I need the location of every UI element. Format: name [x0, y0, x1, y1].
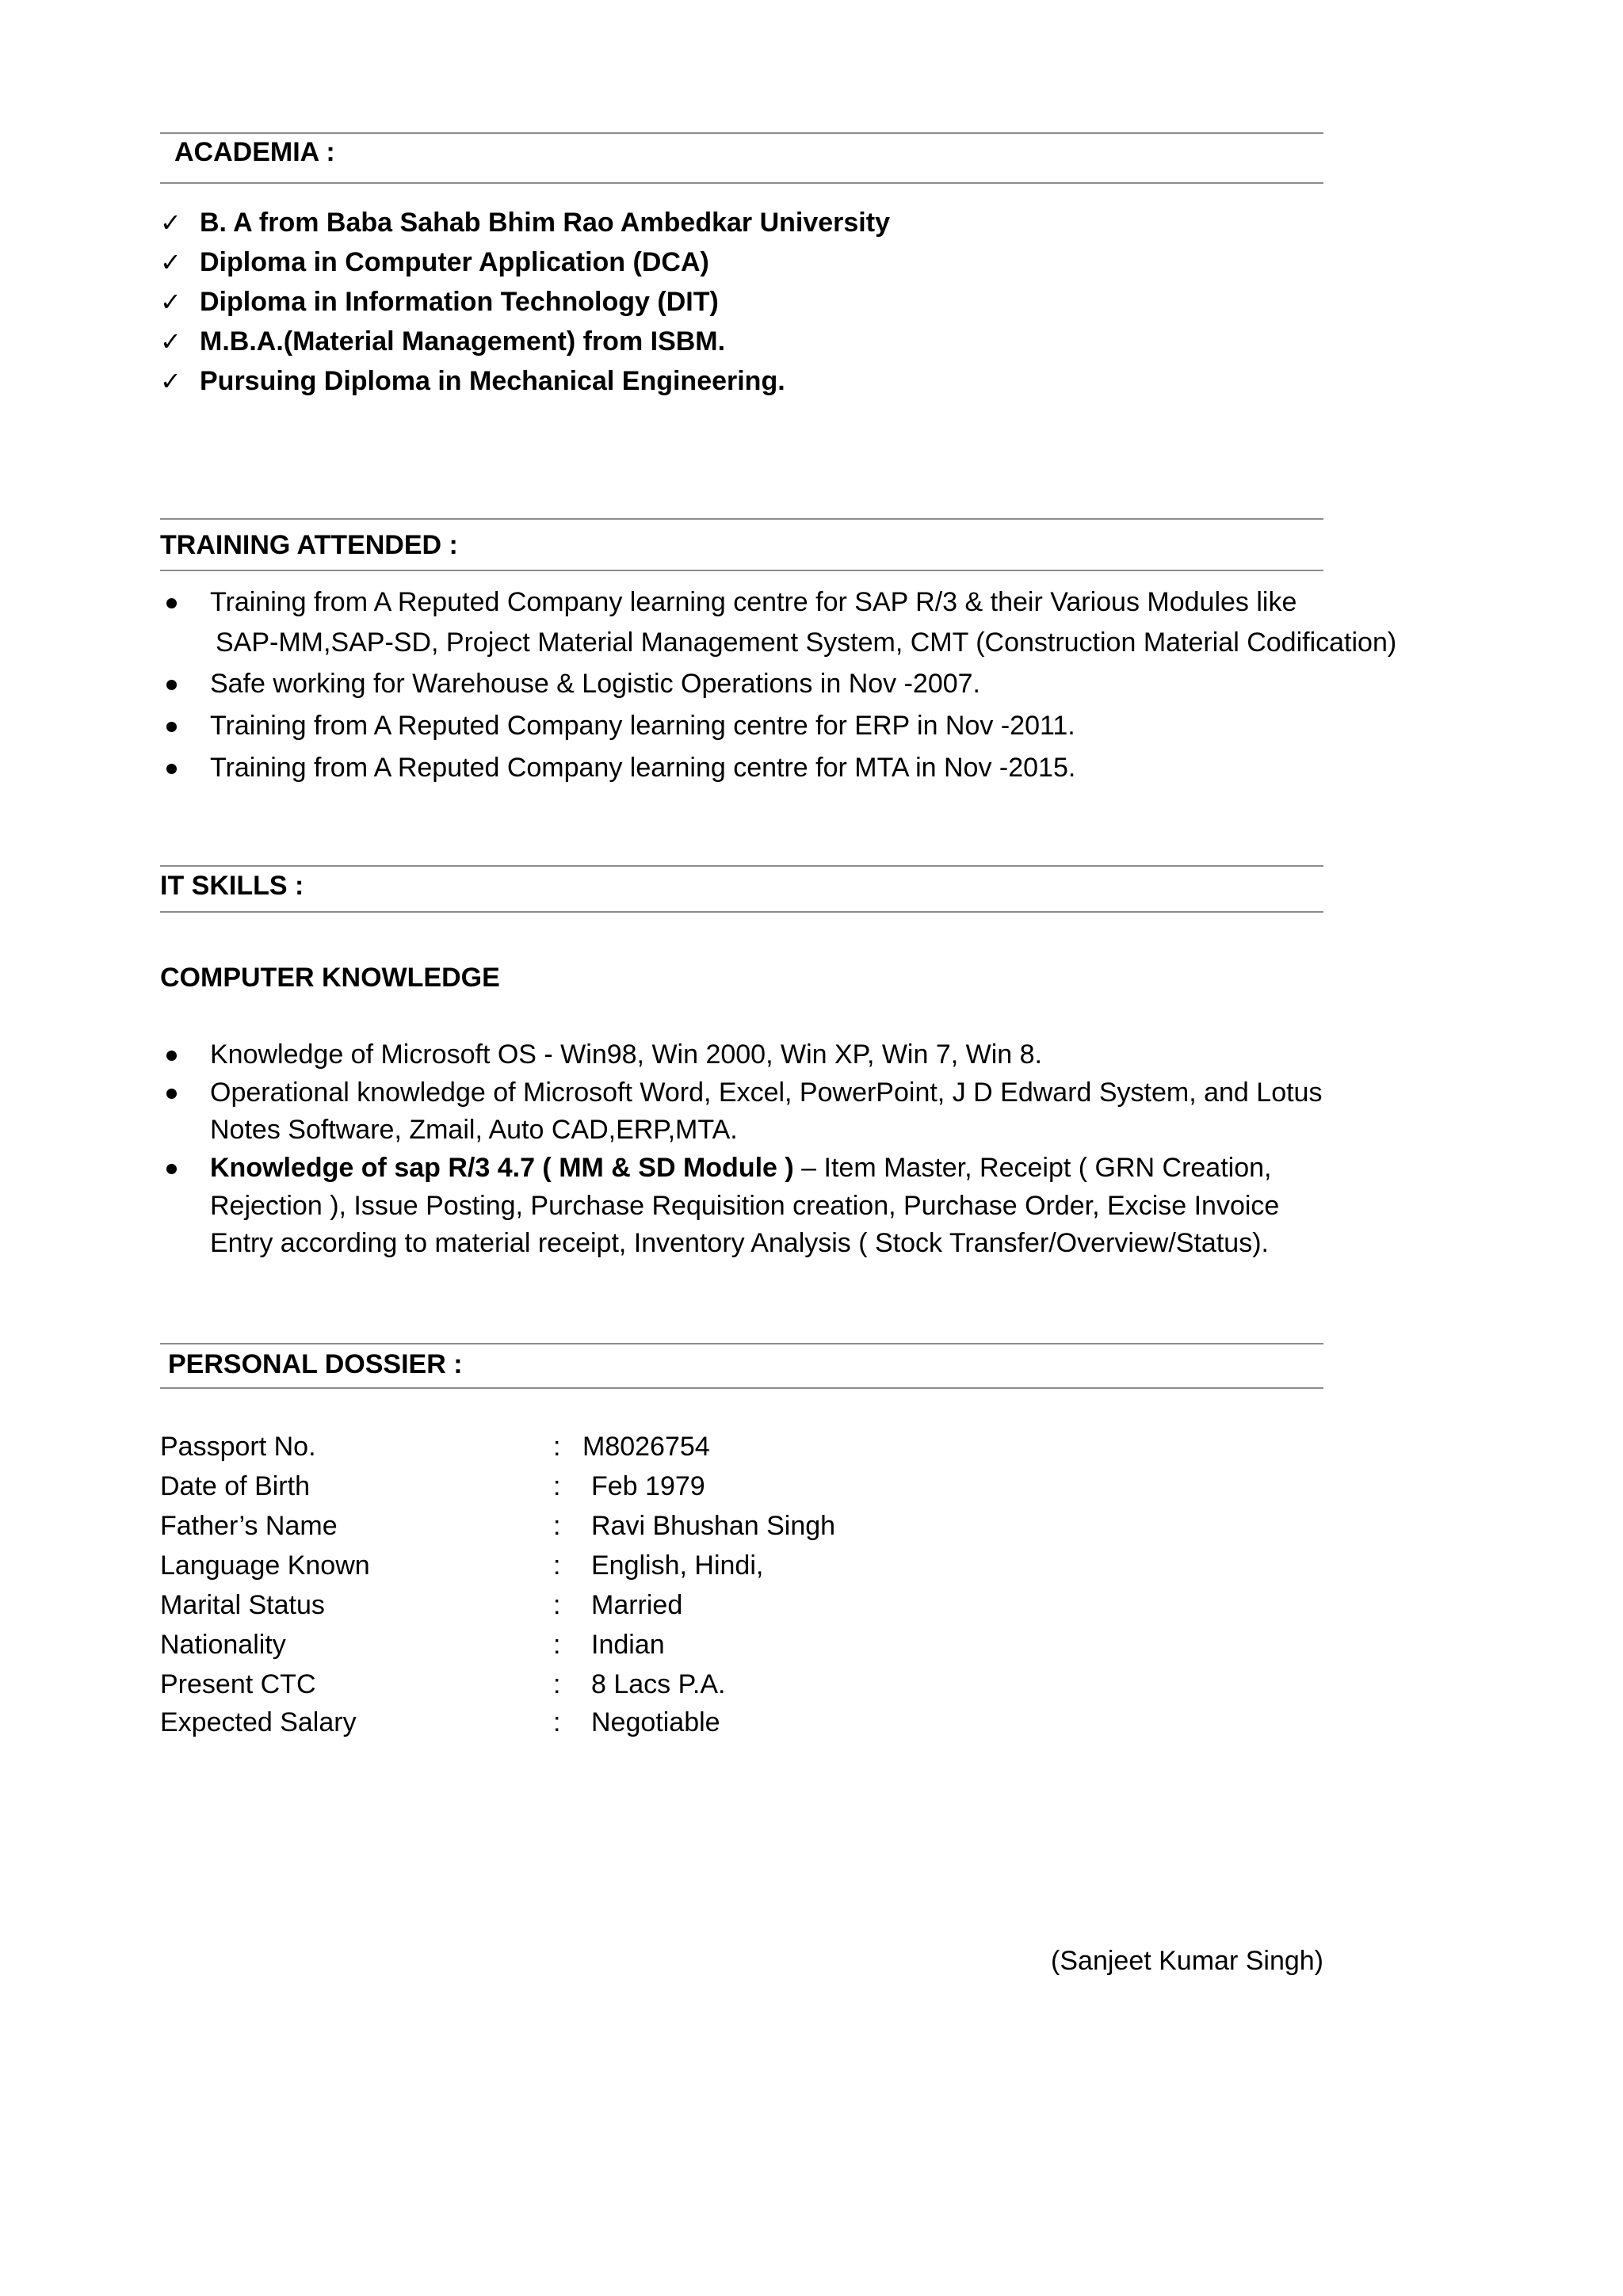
skill-item-continuation: Rejection ), Issue Posting, Purchase Requisition creation, Purchase Order, Excise Invoice: [210, 1191, 1280, 1221]
academia-item-text: M.B.A.(Material Management) from ISBM.: [200, 326, 726, 357]
dossier-label: Language Known: [160, 1550, 370, 1581]
dossier-row-passport: [160, 1427, 953, 1466]
dossier-colon: :: [553, 1550, 561, 1581]
training-item-text: Training from A Reputed Company learning centre for SAP R/3 & their Various Modules like: [210, 587, 1297, 617]
personal-dossier-heading: PERSONAL DOSSIER :: [168, 1349, 463, 1379]
section-rule-top: [160, 1343, 1323, 1344]
dossier-colon: :: [553, 1630, 561, 1660]
skill-item-text: [210, 1148, 1271, 1188]
academia-item-text: B. A from Baba Sahab Bhim Rao Ambedkar University: [200, 208, 890, 238]
bullet-icon: [166, 722, 177, 732]
training-item-continuation: SAP-MM,SAP-SD, Project Material Management System, CMT (Construction Material Codification): [216, 627, 1397, 658]
dossier-label: Nationality: [160, 1630, 286, 1660]
bullet-icon: [166, 1164, 177, 1174]
dossier-label: Date of Birth: [160, 1471, 310, 1501]
dossier-colon: :: [553, 1432, 561, 1462]
dossier-colon: :: [553, 1707, 561, 1737]
check-icon: ✓: [160, 288, 181, 316]
skill-item-text: Knowledge of Microsoft OS - Win98, Win 2000, Win XP, Win 7, Win 8.: [210, 1039, 1042, 1070]
training-item-text: Training from A Reputed Company learning centre for MTA in Nov -2015.: [210, 753, 1076, 783]
training-item-text: Training from A Reputed Company learning centre for ERP in Nov -2011.: [210, 711, 1075, 741]
dossier-colon: :: [553, 1471, 561, 1501]
dossier-row-father: [160, 1506, 953, 1546]
section-rule-bottom: [160, 911, 1323, 913]
dossier-row-nationality: [160, 1625, 953, 1665]
skill-item-continuation: Entry according to material receipt, Inventory Analysis ( Stock Transfer/Overview/Status).: [210, 1228, 1269, 1258]
dossier-row-expected-salary: [160, 1703, 953, 1742]
dossier-colon: :: [553, 1669, 561, 1699]
check-icon: ✓: [160, 367, 181, 395]
signature-name: (Sanjeet Kumar Singh): [1051, 1946, 1323, 1976]
computer-knowledge-subheading: COMPUTER KNOWLEDGE: [160, 963, 500, 993]
section-rule-bottom: [160, 182, 1323, 184]
academia-heading: ACADEMIA :: [174, 137, 335, 167]
dossier-value: Ravi Bhushan Singh: [591, 1511, 836, 1541]
dossier-value: M8026754: [582, 1432, 710, 1462]
dossier-value: Married: [591, 1590, 683, 1620]
bullet-icon: [166, 764, 177, 774]
dossier-label: Expected Salary: [160, 1707, 357, 1737]
dossier-row-language: [160, 1546, 953, 1585]
academia-item-text: Diploma in Computer Application (DCA): [200, 247, 709, 277]
dossier-colon: :: [553, 1590, 561, 1620]
dossier-row-ctc: [160, 1665, 953, 1704]
check-icon: ✓: [160, 248, 181, 277]
check-icon: ✓: [160, 208, 181, 237]
skill-item-bold-prefix: Knowledge of sap R/3 4.7 ( MM & SD Module ): [210, 1153, 794, 1183]
section-rule-bottom: [160, 1387, 1323, 1389]
dossier-label: Father’s Name: [160, 1511, 338, 1541]
training-item-text: Safe working for Warehouse & Logistic Operations in Nov -2007.: [210, 669, 981, 699]
bullet-icon: [166, 1051, 177, 1061]
section-rule-top: [160, 865, 1323, 867]
dossier-row-dob: [160, 1466, 953, 1506]
dossier-value: 8 Lacs P.A.: [591, 1669, 726, 1699]
bullet-icon: [166, 680, 177, 690]
dossier-value: English, Hindi,: [591, 1550, 764, 1581]
academia-item-text: Pursuing Diploma in Mechanical Engineering.: [200, 366, 785, 396]
skill-item-text: Operational knowledge of Microsoft Word, Excel, PowerPoint, J D Edward System, and Lotus: [210, 1077, 1323, 1108]
check-icon: ✓: [160, 327, 181, 356]
section-rule-top: [160, 132, 1323, 134]
it-skills-heading: IT SKILLS :: [160, 871, 304, 901]
academia-item-text: Diploma in Information Technology (DIT): [200, 287, 719, 317]
dossier-colon: :: [553, 1511, 561, 1541]
section-rule-bottom: [160, 570, 1323, 571]
bullet-icon: [166, 598, 177, 608]
dossier-label: Passport No.: [160, 1432, 316, 1462]
skill-item-rest: – Item Master, Receipt ( GRN Creation,: [793, 1153, 1272, 1183]
dossier-label: Marital Status: [160, 1590, 325, 1620]
dossier-value: Feb 1979: [591, 1471, 705, 1501]
dossier-value: Negotiable: [591, 1707, 720, 1737]
section-rule-top: [160, 518, 1323, 520]
bullet-icon: [166, 1089, 177, 1099]
dossier-value: Indian: [591, 1630, 665, 1660]
training-heading: TRAINING ATTENDED :: [160, 530, 458, 560]
dossier-label: Present CTC: [160, 1669, 316, 1699]
skill-item-continuation: Notes Software, Zmail, Auto CAD,ERP,MTA.: [210, 1115, 738, 1145]
dossier-row-marital: [160, 1585, 953, 1625]
